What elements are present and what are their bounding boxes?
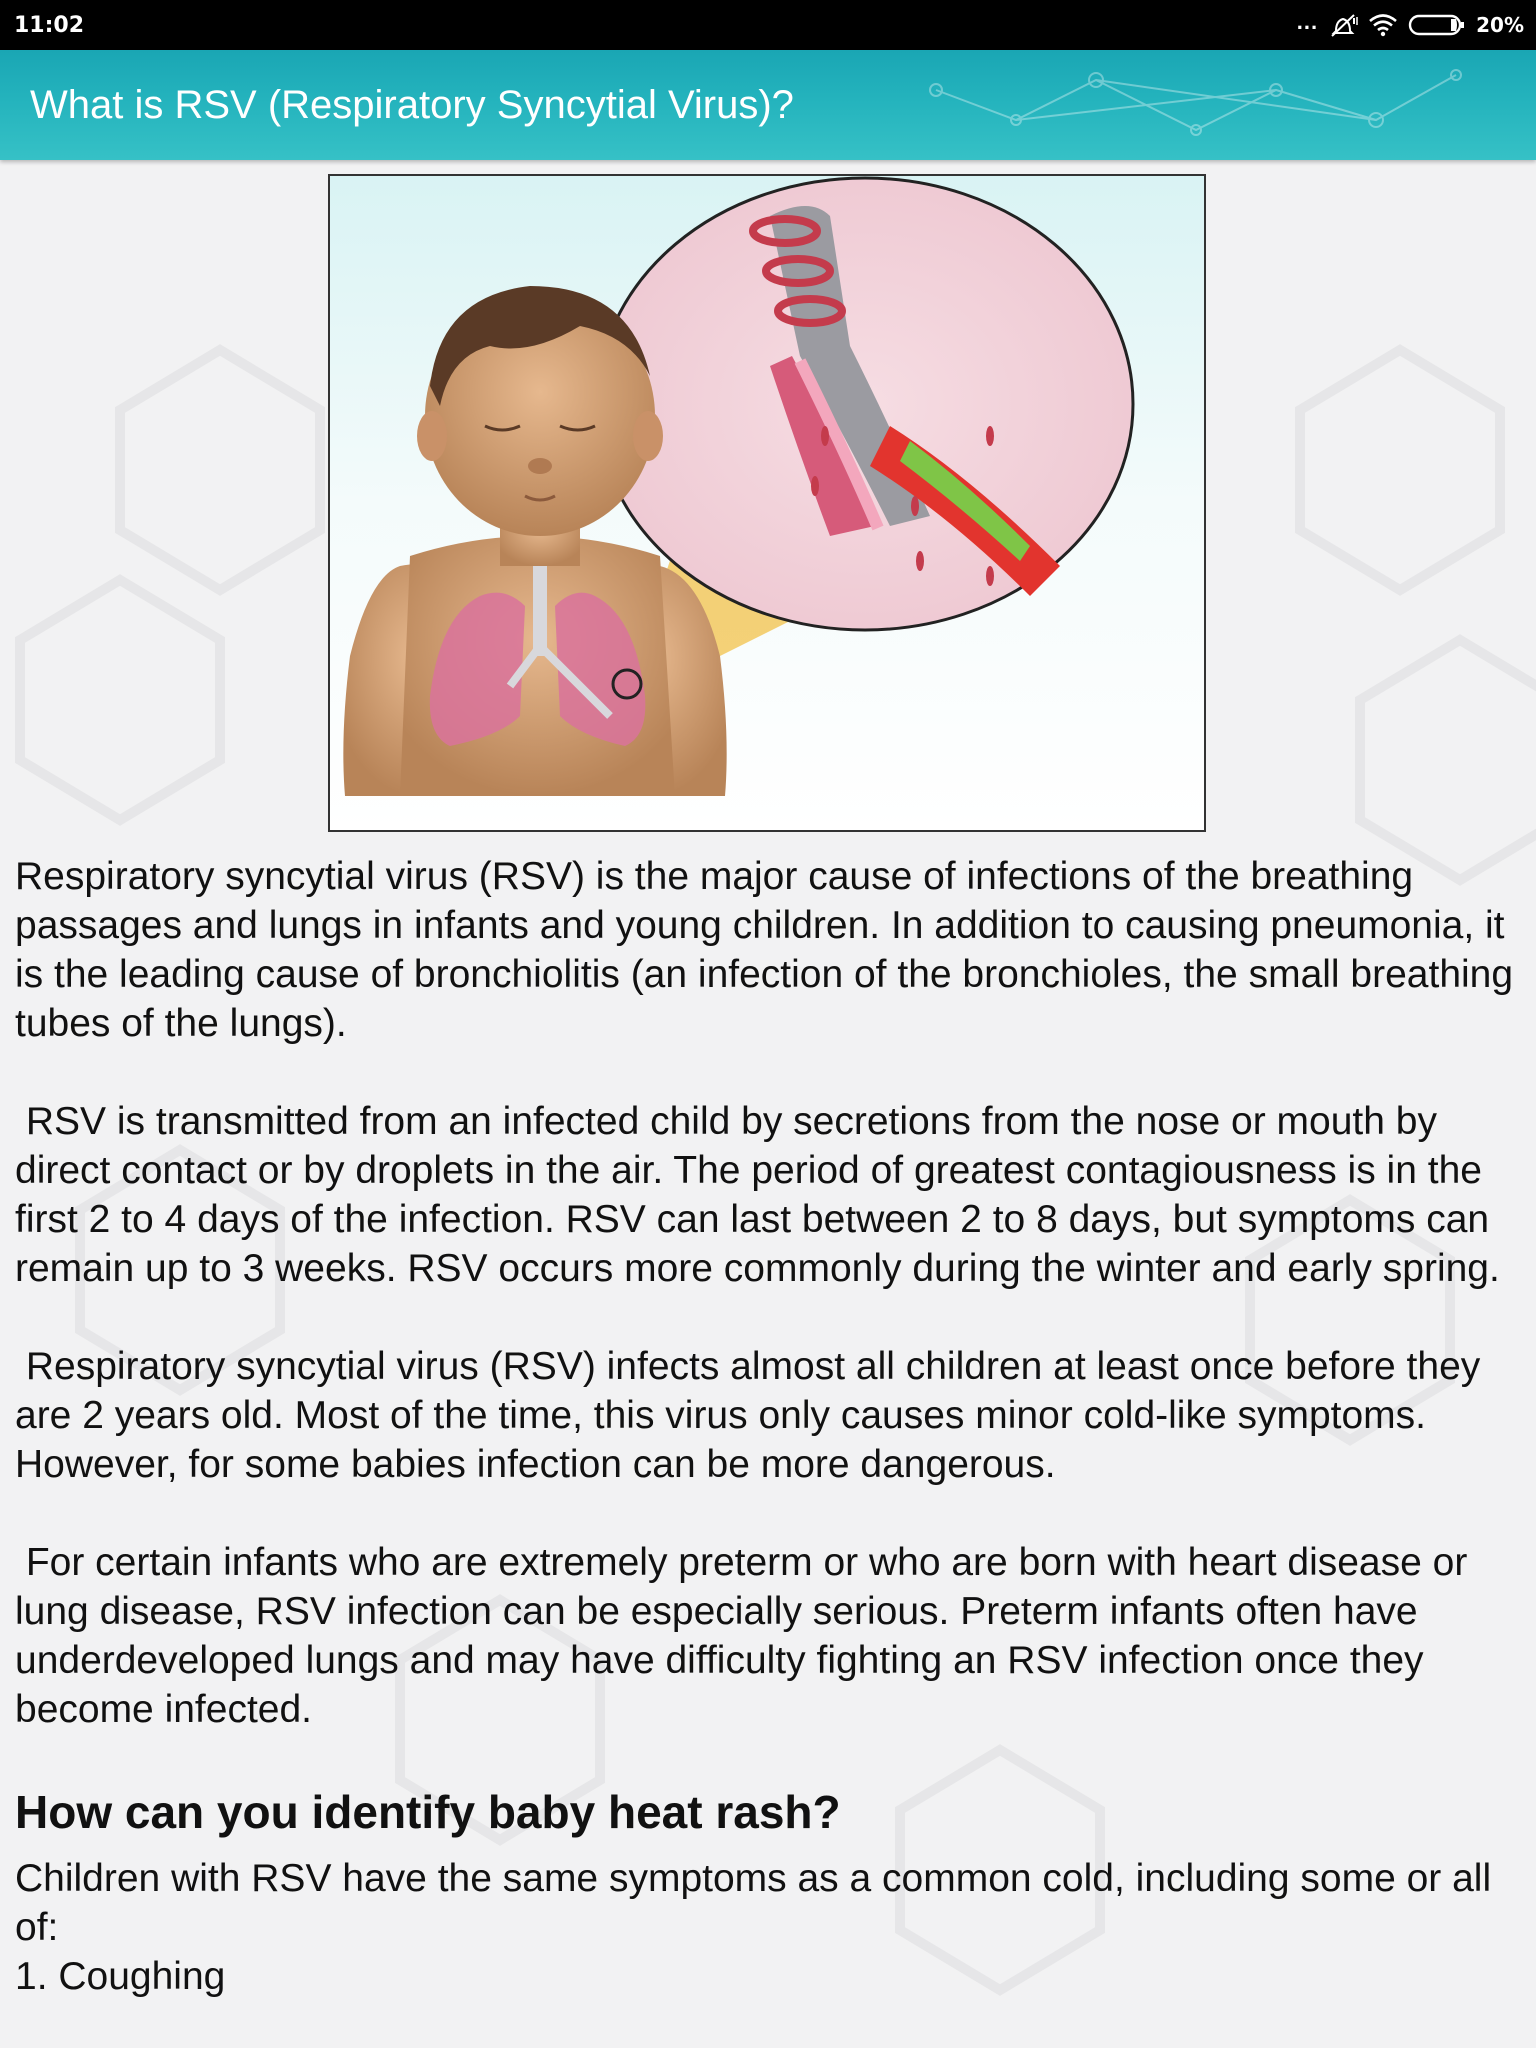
article-paragraph: Respiratory syncytial virus (RSV) is the major cause of infections of the breathing passages and lungs in infants and young children. In addition to causing pneumonia, it is the leading cause of bronchiolitis (an infection of the bronchioles, the small breathing tubes of the lungs). (15, 855, 1524, 1045)
infant-lung-bronchiole-illustration-icon (330, 176, 1204, 830)
more-notifications-icon: ... (1296, 9, 1319, 34)
battery-percentage: 20% (1476, 13, 1524, 37)
status-icons (1296, 9, 1524, 38)
status-bar (0, 0, 1536, 50)
list-item: 1. Coughing (15, 1955, 226, 1998)
battery-icon (1408, 13, 1466, 37)
section-heading: How can you identify baby heat rash? (15, 1786, 841, 1838)
article-paragraph: For certain infants who are extremely preterm or who are born with heart disease or lung disease, RSV infection can be especially serious. Preterm infants often have underdeveloped lungs and may have difficulty fighting an RSV infection once they become infected. (15, 1541, 1479, 1731)
article-paragraph: RSV is transmitted from an infected child by secretions from the nose or mouth by direct contact or by droplets in the air. The period of greatest contagiousness is in the first 2 to 4 days of the infection. RSV can last between 2 to 8 days, but symptoms can remain up to 3 weeks. RSV occurs more commonly during the winter and early spring. (15, 1100, 1500, 1290)
status-time: 11:02 (14, 12, 85, 38)
section-intro: Children with RSV have the same symptoms as a common cold, including some or all of: (15, 1857, 1502, 1949)
article-body (15, 852, 1525, 2001)
page-title: What is RSV (Respiratory Syncytial Virus)? (30, 83, 794, 127)
app-bar (0, 50, 1536, 160)
silent-mode-icon (1328, 12, 1358, 38)
article-paragraph: Respiratory syncytial virus (RSV) infects almost all children at least once before they are 2 years old. Most of the time, this virus only causes minor cold-like symptoms. However, for some babies infection can be more dangerous. (15, 1345, 1492, 1486)
wifi-icon (1368, 13, 1398, 37)
rsv-illustration (328, 174, 1206, 832)
